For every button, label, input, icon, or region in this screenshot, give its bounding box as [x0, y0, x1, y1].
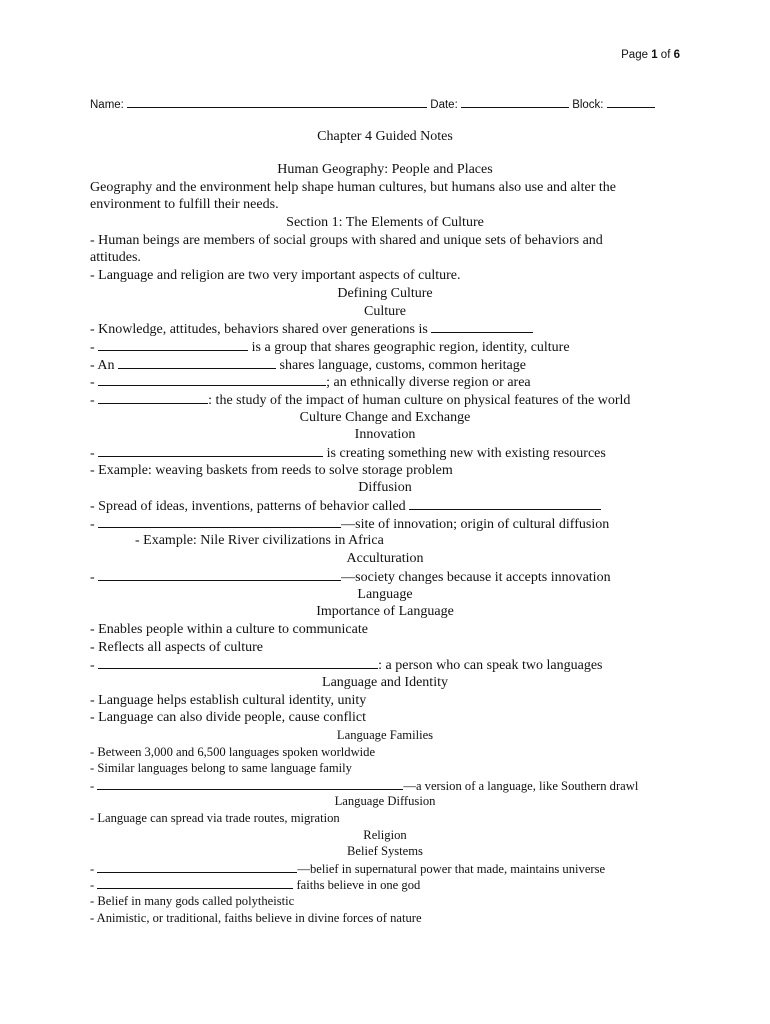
block-label: Block:: [572, 99, 604, 111]
note-line: - Belief in many gods called polytheistic: [90, 893, 295, 908]
note-line: - Between 3,000 and 6,500 languages spoken worldwide: [90, 744, 376, 759]
note-text: -: [90, 778, 98, 793]
fill-in-line: [90, 391, 680, 409]
subtopic-heading: Belief Systems: [347, 844, 423, 859]
note-line: - Enables people within a culture to communicate: [90, 621, 368, 637]
note-text: -: [90, 861, 98, 876]
date-label: Date:: [430, 99, 458, 111]
subtopic-heading: Language and Identity: [322, 674, 448, 690]
subtopic-heading: Culture: [364, 303, 406, 319]
page-title: Chapter 4 Guided Notes: [317, 129, 453, 144]
fill-in-line: [90, 373, 680, 391]
subtopic-heading: Language Families: [336, 728, 434, 742]
note-text: -: [90, 339, 99, 355]
note-text: -: [90, 516, 99, 532]
subtopic-heading: Importance of Language: [316, 604, 454, 620]
note-text: -: [90, 375, 99, 391]
answer-blank[interactable]: [118, 356, 276, 369]
fill-in-line: [90, 777, 680, 794]
block-blank: [607, 95, 655, 108]
page-number: [621, 49, 680, 61]
note-text: - An: [90, 357, 118, 373]
subtopic-heading: Acculturation: [346, 551, 424, 567]
answer-blank[interactable]: [98, 444, 323, 457]
note-text: ; an ethnically diverse region or area: [326, 375, 531, 391]
answer-blank[interactable]: [98, 391, 208, 404]
date-blank: [461, 95, 569, 108]
fill-in-line: [90, 320, 680, 338]
fill-in-line: [90, 860, 680, 877]
guided-notes: [90, 127, 680, 926]
topic-heading: Religion: [363, 827, 407, 842]
answer-blank[interactable]: [97, 860, 297, 873]
page-of: of: [657, 49, 674, 61]
name-date-block-row: [90, 95, 672, 111]
note-line: - Human beings are members of social groups with shared and unique sets of behaviors and: [90, 232, 603, 248]
note-line-indented: - Example: Nile River civilizations in Africa: [135, 533, 384, 549]
answer-blank[interactable]: [98, 515, 341, 528]
answer-blank[interactable]: [98, 373, 326, 386]
note-text: -: [90, 658, 99, 674]
note-line: - Language helps establish cultural identity, unity: [90, 692, 367, 708]
note-text: —belief in supernatural power that made, maintains universe: [297, 861, 606, 876]
answer-blank[interactable]: [431, 320, 533, 333]
intro-line: Geography and the environment help shape human cultures, but humans also use and alter the: [90, 179, 617, 195]
note-line: - Animistic, or traditional, faiths believe in divine forces of nature: [90, 910, 422, 925]
fill-in-line: [90, 515, 680, 533]
fill-in-line: [90, 356, 680, 374]
note-text: - Spread of ideas, inventions, patterns of behavior called: [90, 499, 410, 515]
note-text: is a group that shares geographic region, identity, culture: [248, 339, 570, 355]
note-text: is creating something new with existing resources: [323, 446, 606, 461]
topic-heading: Defining Culture: [337, 285, 433, 301]
answer-blank[interactable]: [97, 777, 403, 790]
note-line: - Language can spread via trade routes, migration: [90, 810, 340, 825]
name-blank: [127, 95, 427, 108]
note-line: - Reflects all aspects of culture: [90, 639, 263, 655]
answer-blank[interactable]: [98, 656, 378, 669]
note-text: -: [90, 878, 98, 893]
note-text: —site of innovation; origin of cultural diffusion: [341, 516, 610, 532]
answer-blank[interactable]: [97, 876, 293, 889]
topic-heading: Language: [357, 586, 413, 602]
note-text: faiths believe in one god: [293, 878, 421, 893]
fill-in-line: [90, 497, 680, 515]
fill-in-line: [90, 338, 680, 356]
note-text: : the study of the impact of human culture on physical features of the world: [208, 392, 631, 408]
note-text: -: [90, 446, 99, 461]
note-line: attitudes.: [90, 250, 141, 266]
subtopic-heading: Innovation: [354, 427, 416, 443]
topic-heading: Culture Change and Exchange: [299, 409, 471, 425]
answer-blank[interactable]: [98, 338, 248, 351]
note-text: -: [90, 569, 99, 585]
fill-in-line: [90, 568, 680, 586]
note-text: —society changes because it accepts innovation: [341, 569, 611, 585]
answer-blank[interactable]: [98, 568, 341, 581]
note-line: - Example: weaving baskets from reeds to solve storage problem: [90, 462, 453, 478]
note-line: - Language and religion are two very important aspects of culture.: [90, 268, 461, 284]
subtitle: Human Geography: People and Places: [277, 162, 493, 177]
note-text: - Knowledge, attitudes, behaviors shared over generations is: [90, 322, 432, 338]
note-text: -: [90, 392, 99, 408]
fill-in-line: [90, 656, 680, 674]
answer-blank[interactable]: [409, 497, 601, 510]
page-total: 6: [673, 49, 680, 61]
note-text: —a version of a language, like Southern drawl: [403, 778, 639, 793]
intro-line: environment to fulfill their needs.: [90, 197, 279, 213]
note-line: - Similar languages belong to same language family: [90, 761, 352, 776]
note-line: - Language can also divide people, cause conflict: [90, 710, 366, 726]
section-heading: Section 1: The Elements of Culture: [286, 215, 484, 231]
page-current: 1: [651, 49, 658, 61]
fill-in-line: [90, 444, 680, 462]
subtopic-heading: Diffusion: [358, 480, 412, 496]
name-label: Name:: [90, 99, 124, 111]
note-text: shares language, customs, common heritage: [276, 357, 526, 373]
page-prefix: Page: [621, 49, 652, 61]
note-text: : a person who can speak two languages: [378, 658, 603, 674]
subtopic-heading: Language Diffusion: [334, 794, 436, 809]
fill-in-line: [90, 876, 680, 893]
